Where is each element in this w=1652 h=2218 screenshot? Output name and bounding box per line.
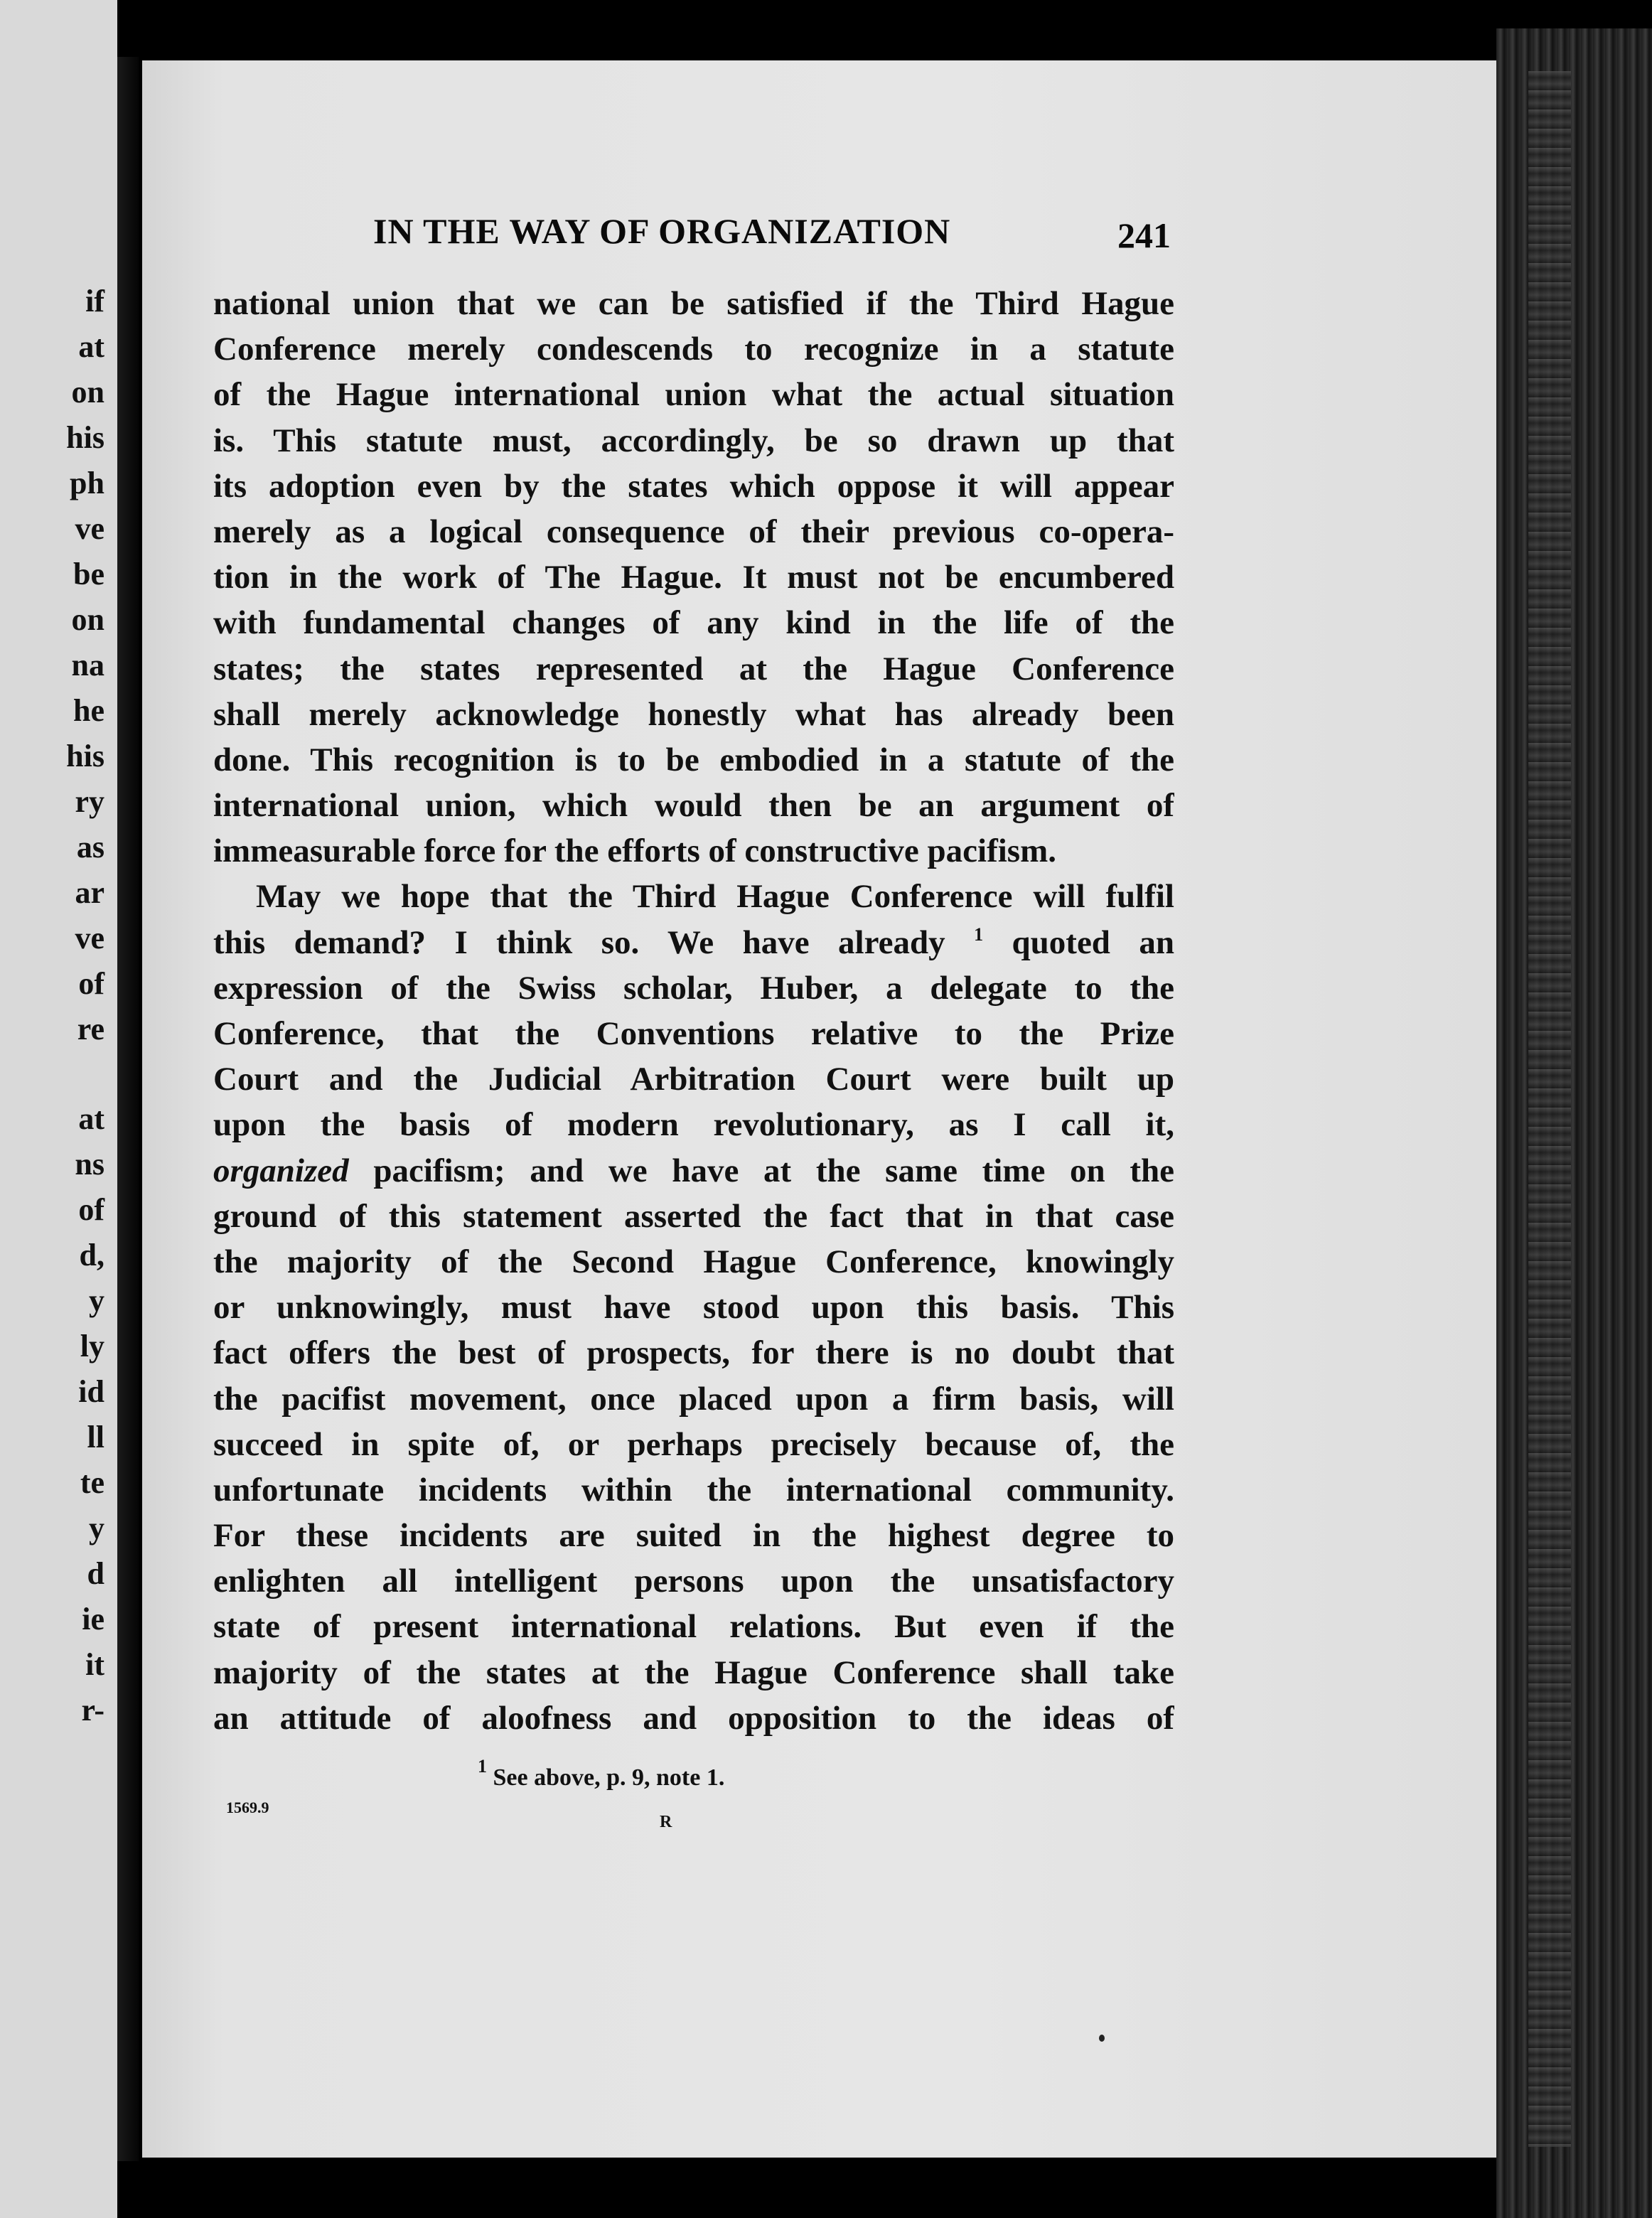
text-line: Conference merely condescends to recognize in a statute bbox=[213, 331, 1174, 368]
left-page-fragments bbox=[0, 279, 117, 1733]
text-line: tion in the work of The Hague. It must not be encumbered bbox=[213, 559, 1174, 596]
left-fragment: on bbox=[71, 602, 104, 637]
left-fragment: at bbox=[78, 329, 104, 364]
left-fragment: he bbox=[73, 693, 104, 728]
left-fragment: if bbox=[85, 284, 104, 318]
left-fragment: of bbox=[78, 1192, 104, 1227]
left-fragment: of bbox=[78, 966, 104, 1001]
text-line: Court and the Judicial Arbitration Court were built up bbox=[213, 1061, 1174, 1098]
text-line: merely as a logical consequence of their previous co-opera- bbox=[213, 513, 1174, 550]
text-segment: this demand? I think so. We have already bbox=[213, 923, 945, 961]
text-line: is. This statute must, accordingly, be so drawn up that bbox=[213, 422, 1174, 459]
running-head: IN THE WAY OF ORGANIZATION bbox=[373, 211, 951, 251]
left-fragment: be bbox=[73, 557, 104, 591]
left-fragment: na bbox=[71, 648, 104, 682]
signature-letter: R bbox=[660, 1813, 672, 1831]
left-fragment: d bbox=[87, 1556, 104, 1591]
text-line: with fundamental changes of any kind in the life of the bbox=[213, 604, 1174, 642]
text-line: For these incidents are suited in the highest degree to bbox=[213, 1517, 1174, 1555]
left-fragment: ve bbox=[75, 511, 104, 546]
text-segment: pacifism; and we have at the same time on the bbox=[373, 1152, 1174, 1189]
left-fragment: id bbox=[78, 1374, 104, 1409]
text-line: unfortunate incidents within the international community. bbox=[213, 1471, 1174, 1509]
text-line: state of present international relations. But even if the bbox=[213, 1608, 1174, 1646]
text-line: an attitude of aloofness and opposition to the ideas of bbox=[213, 1699, 1174, 1737]
left-fragment: y bbox=[89, 1283, 104, 1318]
left-fragment: it bbox=[85, 1647, 104, 1682]
italic-word: organized bbox=[213, 1152, 349, 1189]
text-line: national union that we can be satisfied if the Third Hague bbox=[213, 285, 1174, 322]
left-fragment bbox=[0, 1052, 117, 1096]
page-speck bbox=[1099, 2035, 1105, 2042]
text-line: international union, which would then be an argument of bbox=[213, 787, 1174, 825]
text-line: its adoption even by the states which oppose it will appear bbox=[213, 467, 1174, 505]
text-line: succeed in spite of, or perhaps precisely because of, the bbox=[213, 1425, 1174, 1463]
left-fragment: ar bbox=[75, 875, 104, 910]
text-line: expression of the Swiss scholar, Huber, a delegate to the bbox=[213, 969, 1174, 1007]
book-binding-edge bbox=[1496, 28, 1652, 2218]
page-number: 241 bbox=[1117, 215, 1171, 255]
text-line: states; the states represented at the Hague Conference bbox=[213, 650, 1174, 687]
left-fragment: as bbox=[76, 830, 104, 864]
left-fragment: ly bbox=[80, 1329, 104, 1364]
footnote-marker: 1 bbox=[478, 1756, 487, 1777]
text-line: or unknowingly, must have stood upon this basis. This bbox=[213, 1289, 1174, 1327]
text-line: shall merely acknowledge honestly what has already been bbox=[213, 695, 1174, 733]
left-fragment: at bbox=[78, 1101, 104, 1136]
left-fragment: te bbox=[80, 1465, 104, 1500]
footnote-reference: 1 bbox=[974, 923, 984, 945]
left-fragment: ie bbox=[82, 1602, 104, 1636]
left-fragment: ll bbox=[87, 1420, 104, 1454]
left-fragment: d, bbox=[79, 1238, 104, 1273]
body-text bbox=[213, 281, 1174, 1741]
left-fragment: ns bbox=[75, 1147, 104, 1182]
text-line: of the Hague international union what the actual situation bbox=[213, 376, 1174, 414]
left-fragment: on bbox=[71, 375, 104, 409]
left-fragment: re bbox=[77, 1012, 104, 1046]
page-stack-edge bbox=[1528, 71, 1571, 2147]
text-line: Conference, that the Conventions relative to the Prize bbox=[213, 1015, 1174, 1052]
footnote bbox=[478, 1756, 725, 1791]
book-gutter bbox=[117, 57, 139, 2161]
signature-mark: 1569.9 bbox=[226, 1799, 269, 1816]
text-line: done. This recognition is to be embodied in a statute of the bbox=[213, 741, 1174, 778]
text-line: May we hope that the Third Hague Conference will fulfil bbox=[256, 878, 1174, 916]
left-fragment: his bbox=[66, 739, 104, 773]
text-line: fact offers the best of prospects, for there is no doubt that bbox=[213, 1334, 1174, 1372]
text-line: ground of this statement asserted the fact that in that case bbox=[213, 1197, 1174, 1235]
left-fragment: y bbox=[89, 1511, 104, 1545]
left-fragment: ph bbox=[70, 466, 104, 500]
footnote-text: See above, p. 9, note 1. bbox=[493, 1764, 725, 1791]
text-line: the majority of the Second Hague Conference, knowingly bbox=[213, 1243, 1174, 1280]
text-line bbox=[213, 920, 1174, 965]
left-fragment: r- bbox=[81, 1693, 104, 1727]
left-page-edge bbox=[0, 0, 117, 2218]
text-line: majority of the states at the Hague Conference shall take bbox=[213, 1654, 1174, 1691]
left-fragment: ve bbox=[75, 921, 104, 955]
text-line: the pacifist movement, once placed upon a firm basis, will bbox=[213, 1380, 1174, 1418]
left-fragment: his bbox=[66, 420, 104, 455]
text-line bbox=[213, 1148, 1174, 1194]
text-segment: quoted an bbox=[1012, 923, 1174, 961]
text-line: upon the basis of modern revolutionary, as I call it, bbox=[213, 1106, 1174, 1144]
left-fragment: ry bbox=[75, 784, 104, 819]
text-line: enlighten all intelligent persons upon the unsatisfactory bbox=[213, 1563, 1174, 1600]
text-line: immeasurable force for the efforts of constructive pacifism. bbox=[213, 832, 1056, 870]
